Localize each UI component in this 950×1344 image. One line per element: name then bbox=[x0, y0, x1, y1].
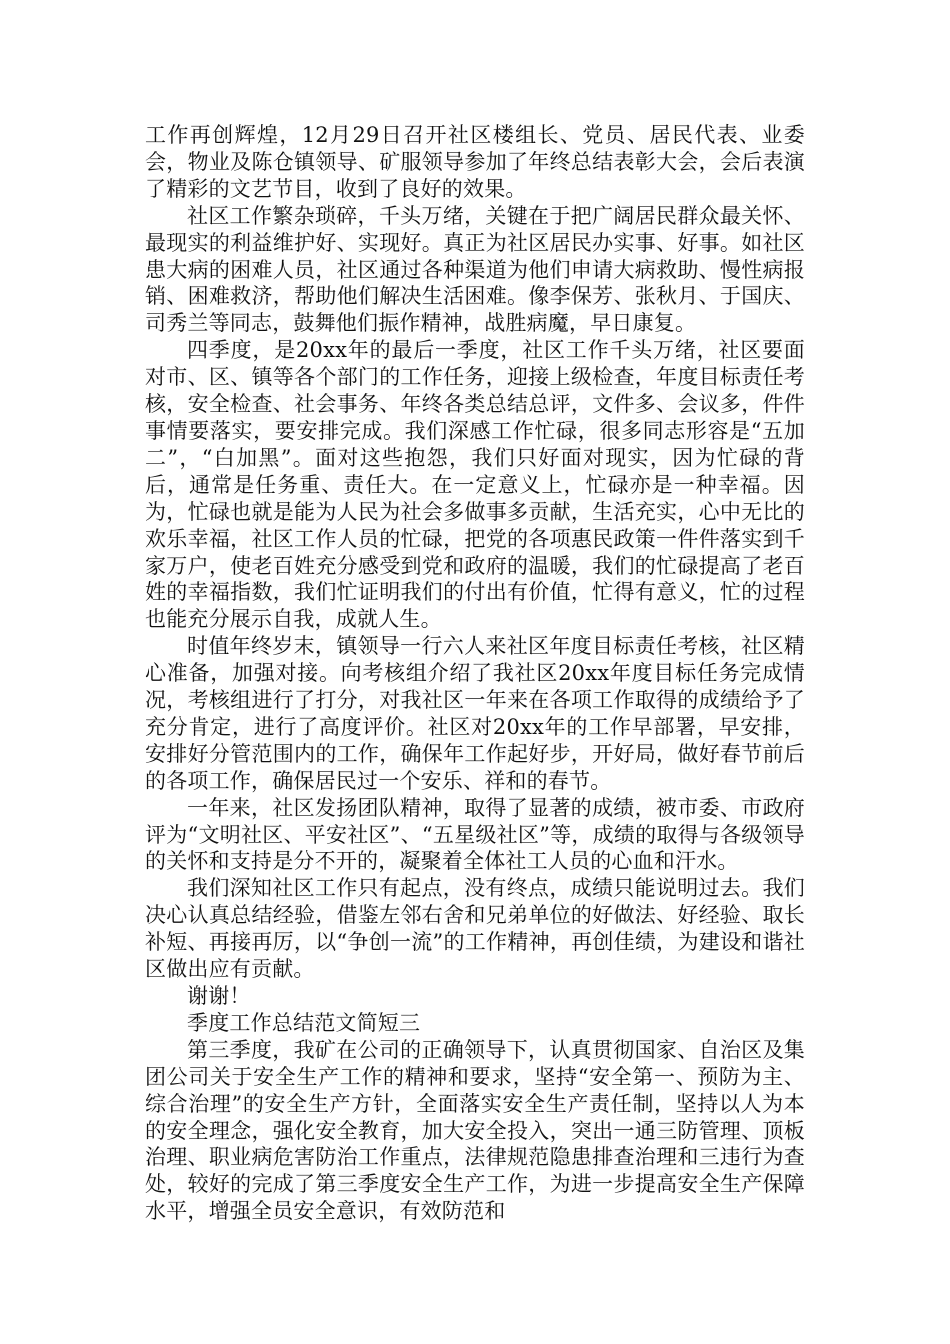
paragraph-7: 第三季度，我矿在公司的正确领导下，认真贯彻国家、自治区及集团公司关于安全生产工作的精神和要求，坚持“安全第一、预防为主、综合治理”的安全生产方针，全面落实安全生产责任制，坚持以人为本的安全理念，强化安全教育，加大安全投入，突出一通三防管理、顶板治理、职业病危害防治工作重点，法律规范隐患排查治理和三违行为查处，较好的完成了第三季度安全生产工作，为进一步提高安全生产保障水平，增强全员安全意识，有效防范和 bbox=[145, 1037, 805, 1224]
section-heading: 季度工作总结范文简短三 bbox=[187, 1010, 421, 1035]
paragraph-4: 时值年终岁末，镇领导一行六人来社区年度目标责任考核，社区精心准备，加强对接。向考核组介绍了我社区20xx年度目标任务完成情况，考核组进行了打分，对我社区一年来在各项工作取得的成绩给予了充分肯定，进行了高度评价。社区对20xx年的工作早部署，早安排，安排好分管范围内的工作，确保年工作起好步，开好局，做好春节前后的各项工作，确保居民过一个安乐、祥和的春节。 bbox=[145, 634, 805, 793]
paragraph-2: 社区工作繁杂琐碎，千头万绪，关键在于把广阔居民群众最关怀、最现实的利益维护好、实现好。真正为社区居民办实事、好事。如社区患大病的困难人员，社区通过各种渠道为他们申请大病救助、慢性病报销、困难救济，帮助他们解决生活困难。像李保芳、张秋月、于国庆、司秀兰等同志，鼓舞他们振作精神，战胜病魔，早日康复。 bbox=[145, 203, 805, 336]
document-page bbox=[145, 122, 805, 1225]
paragraph-1: 工作再创辉煌，12月29日召开社区楼组长、党员、居民代表、业委会，物业及陈仓镇领导、矿服领导参加了年终总结表彰大会，会后表演了精彩的文艺节目，收到了良好的效果。 bbox=[145, 123, 805, 201]
paragraph-3: 四季度，是20xx年的最后一季度，社区工作千头万绪，社区要面对市、区、镇等各个部门的工作任务，迎接上级检查，年度目标责任考核，安全检查、社会事务、年终各类总结总评，文件多、会议多，件件事情要落实，要安排完成。我们深感工作忙碌，很多同志形容是“五加二”，“白加黑”。面对这些抱怨，我们只好面对现实，因为忙碌的背后，通常是任务重、责任大。在一定意义上，忙碌亦是一种幸福。因为，忙碌也就是能为人民为社会多做事多贡献，生活充实，心中无比的欢乐幸福，社区工作人员的忙碌，把党的各项惠民政策一件件落实到千家万户，使老百姓充分感受到党和政府的温暖，我们的忙碌提高了老百姓的幸福指数，我们忙证明我们的付出有价值，忙得有意义，忙的过程也能充分展示自我，成就人生。 bbox=[145, 338, 805, 632]
closing-thanks: 谢谢！ bbox=[187, 984, 251, 1008]
paragraph-6: 我们深知社区工作只有起点，没有终点，成绩只能说明过去。我们决心认真总结经验，借鉴左邻右舍和兄弟单位的好做法、好经验、取长补短、再接再厉，以“争创一流”的工作精神，再创佳绩，为建设和谐社区做出应有贡献。 bbox=[145, 876, 805, 982]
paragraph-5: 一年来，社区发扬团队精神，取得了显著的成绩，被市委、市政府评为“文明社区、平安社区”、“五星级社区”等，成绩的取得与各级领导的关怀和支持是分不开的，凝聚着全体社工人员的心血和汗水。 bbox=[145, 795, 805, 874]
